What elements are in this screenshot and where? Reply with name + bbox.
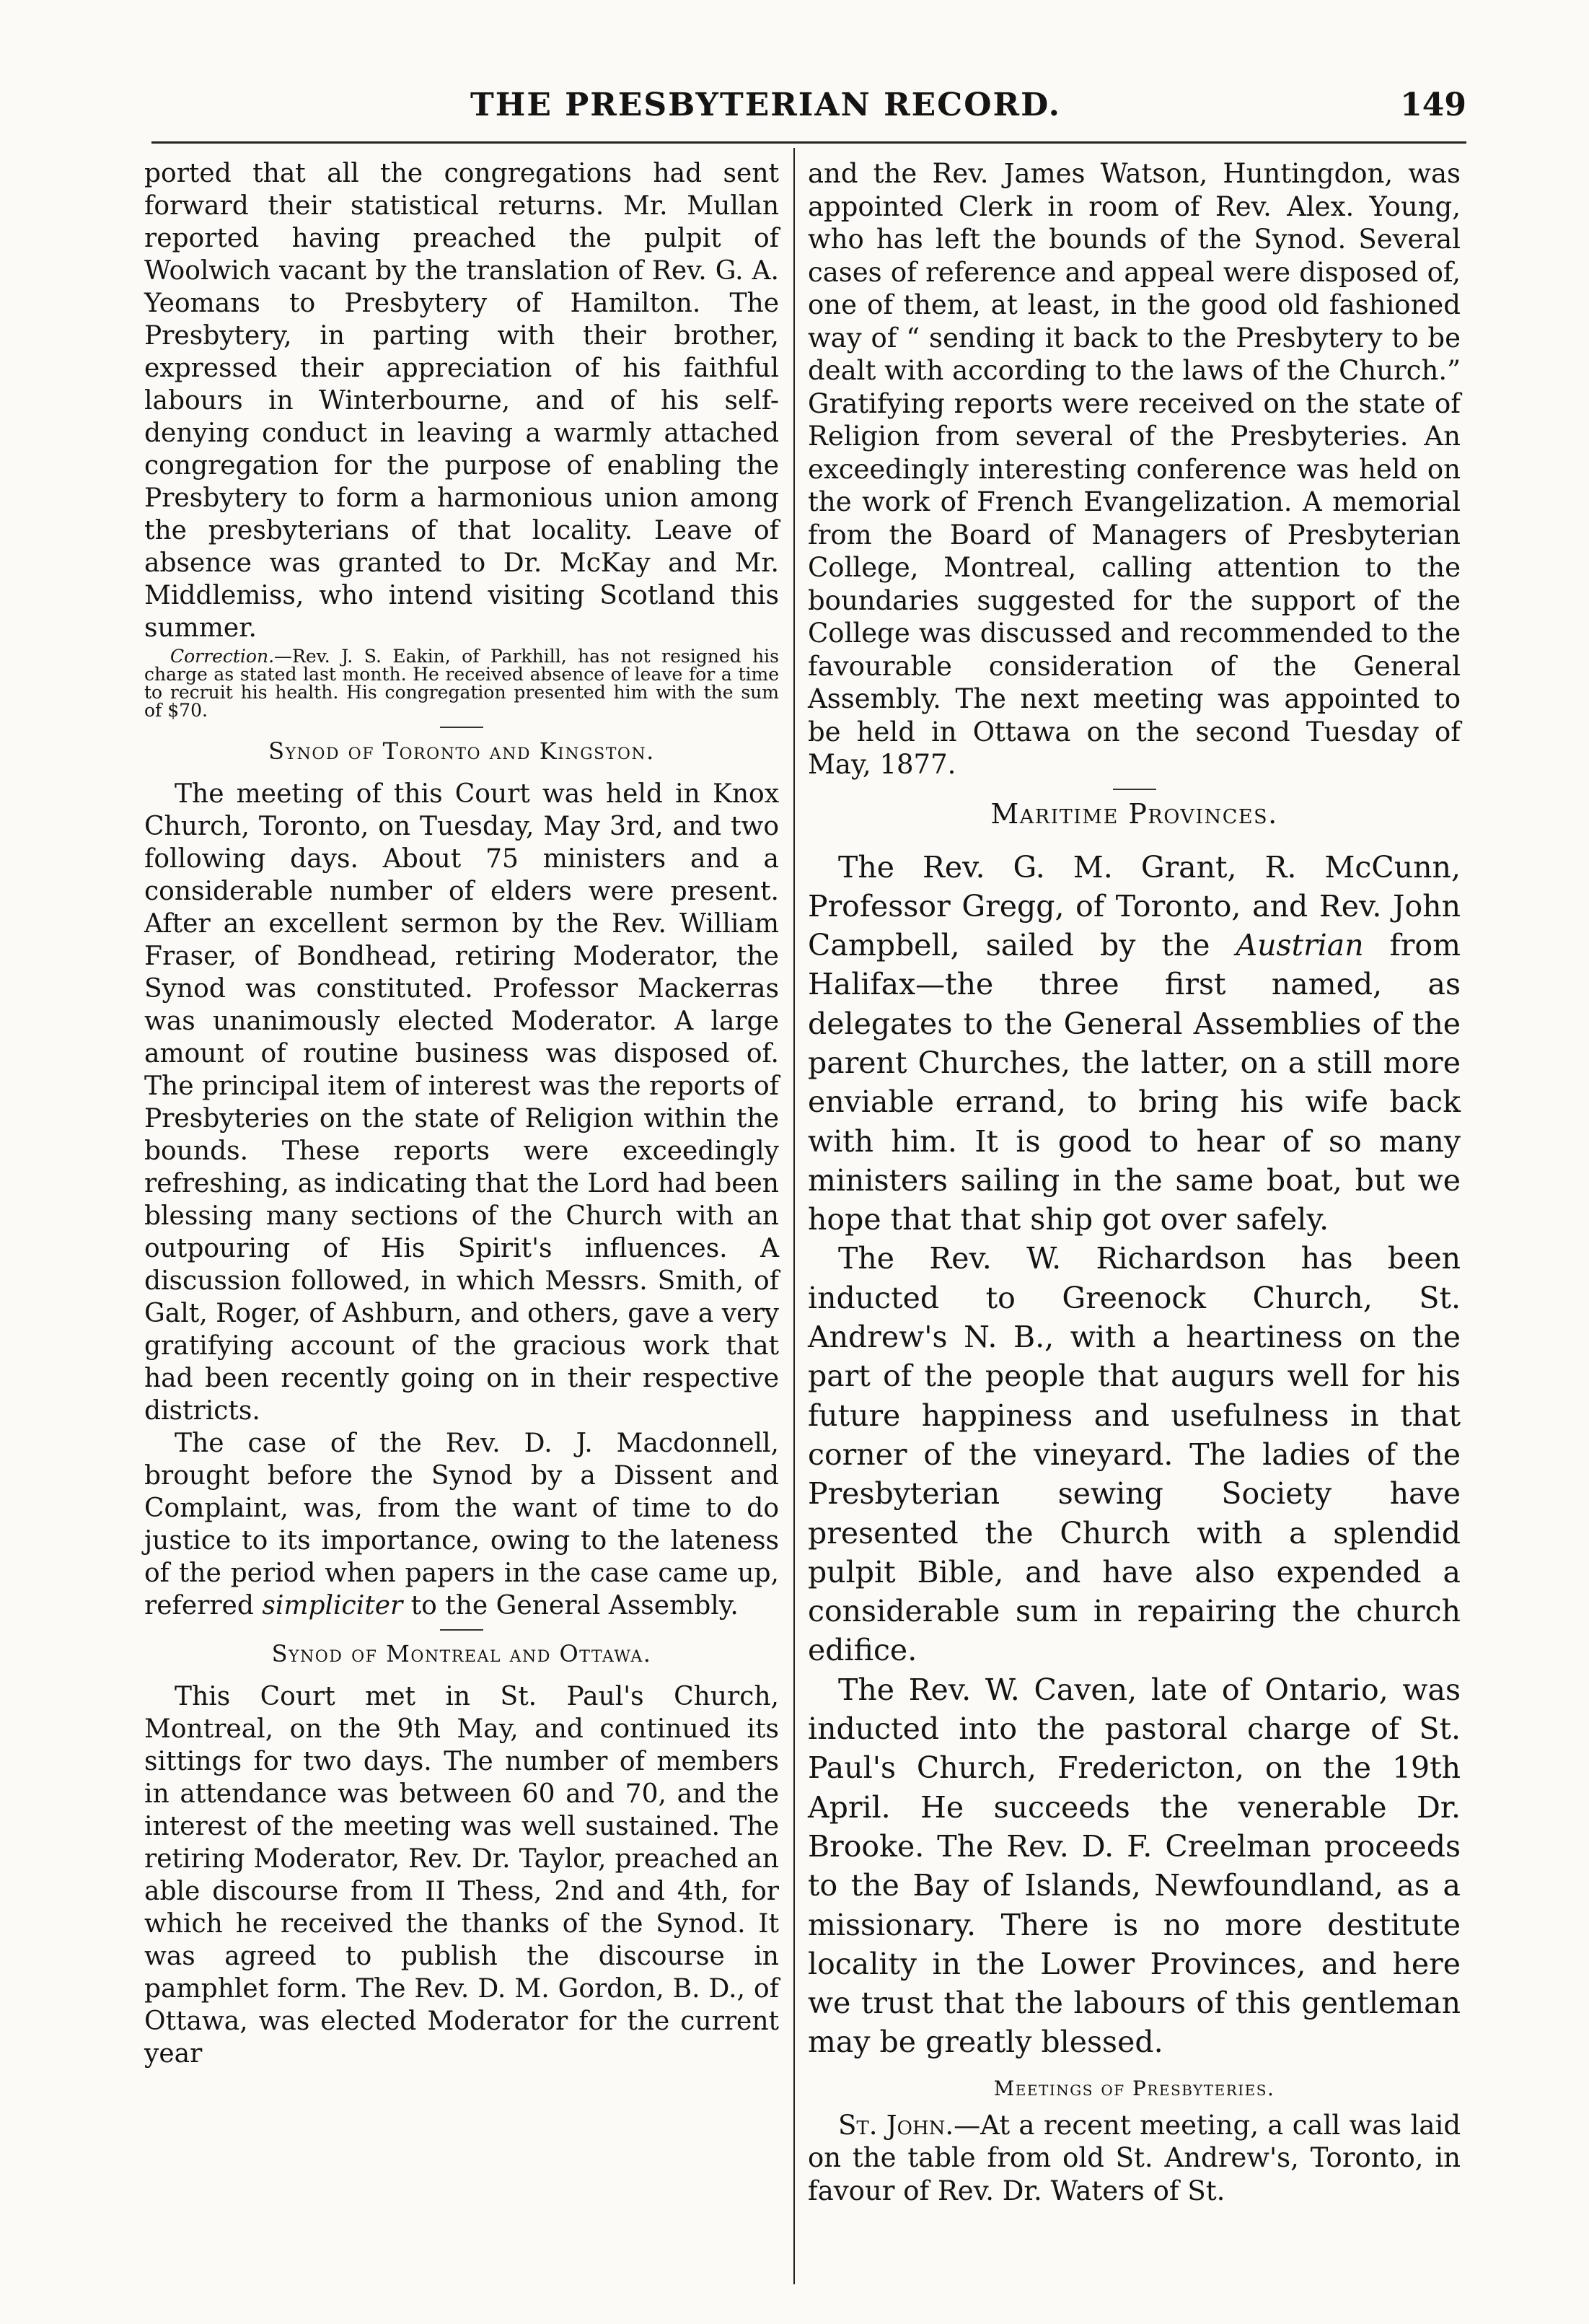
correction-text: —Rev. J. S. Eakin, of Parkhill, has not resigned his charge as stated last month. He received absence of leave for a time to recruit his health. His congregation presented him with the sum of $70. [144,646,779,721]
maritime-section [808,848,1461,2062]
paragraph-st-john [808,2109,1461,2208]
st-john-label: St. John. [838,2109,954,2141]
st-john-text: —At a recent meeting, a call was laid on the table from old St. Andrew's, Toronto, in favour of Rev. Dr. Waters of St. [808,2109,1461,2206]
paragraph-montreal-meeting: This Court met in St. Paul's Church, Montreal, on the 9th May, and continued its sittings for two days. The number of members in attendance was between 60 and 70, and the interest of the meeting was well sustained. The retiring Moderator, Rev. Dr. Taylor, preached an able discourse from II Thess, 2nd and 4th, for which he received the thanks of the Synod. It was agreed to publish the discourse in pamphlet form. The Rev. D. M. Gordon, B. D., of Ottawa, was elected Moderator for the current year [144,1682,779,2069]
running-header [151,79,1466,130]
paragraph-toronto-meeting: The meeting of this Court was held in Knox Church, Toronto, on Tuesday, May 3rd, and two following days. About 75 ministers and a considerable number of elders were present. After an excellent sermon by the Rev. William Fraser, of Bondhead, retiring Moderator, the Synod was constituted. Professor Mackerras was unanimously elected Moderator. A large amount of routine business was disposed of. The principal item of interest was the reports of Presbyteries on the state of Religion within the bounds. These reports were exceedingly refreshing, as indicating that the Lord had been blessing many sections of the Church with an outpouring of His Spirit's influences. A discussion followed, in which Messrs. Smith, of Galt, Roger, of Ashburn, and others, gave a very gratifying account of the gracious work that had been recently going on in their respective districts. [144,779,779,1426]
delegates-text-a: The Rev. G. M. Grant, R. McCunn, Professor Gregg, of Toronto, and Rev. John Campbell, sailed by the [808,849,1461,963]
correction-note [144,647,779,719]
heading-synod-montreal: Synod of Montreal and Ottawa. [271,1640,652,1667]
section-rule [440,727,483,728]
left-column [144,157,779,2070]
section-rule [440,1629,483,1631]
header-rule [151,141,1466,144]
page-number: 149 [1400,86,1466,123]
paragraph-delegates [808,848,1461,1240]
heading-synod-toronto: Synod of Toronto and Kingston. [268,737,655,765]
paragraph-richardson: The Rev. W. Richardson has been inducted to Greenock Church, St. Andrew's N. B., with a heartiness on the part of the people that augurs well for his future happiness and usefulness in that corner of the vineyard. The ladies of the Presbyterian sewing Society have presented the Church with a splendid pulpit Bible, and have also expended a considerable sum in repairing the church edifice. [808,1241,1461,1668]
paragraph-presbytery-report: ported that all the congregations had sent forward their statistical returns. Mr. Mullan reported having preached the pulpit of Woolwich vacant by the translation of Rev. G. A. Yeomans to Presbytery of Hamilton. The Presbytery, in parting with their brother, expressed their appreciation of his faithful labours in Winterbourne, and of his self-denying conduct in leaving a warmly attached congregation for the purpose of enabling the Presbytery to form a harmonious union among the presbyterians of that locality. Leave of absence was granted to Dr. McKay and Mr. Middlemiss, who intend visiting Scotland this summer. [144,159,779,643]
correction-label: Correction. [170,646,275,667]
macdonnell-italic: simpliciter [262,1591,403,1621]
macdonnell-text-b: to the General Assembly. [402,1591,739,1621]
paragraph-caven: The Rev. W. Caven, late of Ontario, was inducted into the pastoral charge of St. Paul's Church, Fredericton, on the 19th April. He succeeds the venerable Dr. Brooke. The Rev. D. F. Creelman proceeds to the Bay of Islands, Newfoundland, as a missionary. There is no more destitute locality in the Lower Provinces, and here we trust that the labours of this gentleman may be greatly blessed. [808,1672,1461,2060]
heading-meetings-presbyteries: Meetings of Presbyteries. [993,2076,1275,2100]
delegates-text-b: from Halifax—the three first named, as delegates to the General Assemblies of the parent Churches, the latter, on a still more enviable errand, to bring his wife back with him. It is good to hear of so many ministers sailing in the same boat, but we hope that that ship got over safely. [808,928,1461,1237]
paragraph-montreal-continued: and the Rev. James Watson, Huntingdon, was appointed Clerk in room of Rev. Alex. Young, who has left the bounds of the Synod. Several cases of reference and appeal were disposed of, one of them, at least, in the good old fashioned way of “ sending it back to the Presbytery to be dealt with according to the laws of the Church.” Gratifying reports were received on the state of Religion from several of the Presbyteries. An exceedingly interesting conference was held on the work of French Evangelization. A memorial from the Board of Managers of Presbyterian College, Montreal, calling attention to the boundaries suggested for the support of the College was discussed and recommended to the favourable consideration of the General Assembly. The next meeting was appointed to be held in Ottawa on the second Tuesday of May, 1877. [808,158,1461,780]
section-rule [1113,789,1156,790]
journal-title: THE PRESBYTERIAN RECORD. [470,86,1061,123]
heading-maritime-provinces: Maritime Provinces. [990,797,1278,830]
paragraph-macdonnell-case [144,1427,779,1622]
delegates-italic: Austrian [1236,928,1364,963]
column-divider [793,148,795,2284]
macdonnell-text-a: The case of the Rev. D. J. Macdonnell, brought before the Synod by a Dissent and Complaint, was, from the want of time to do justice to its importance, owing to the lateness of the period when papers in the case came up, referred [144,1429,779,1621]
right-column [808,157,1461,2207]
